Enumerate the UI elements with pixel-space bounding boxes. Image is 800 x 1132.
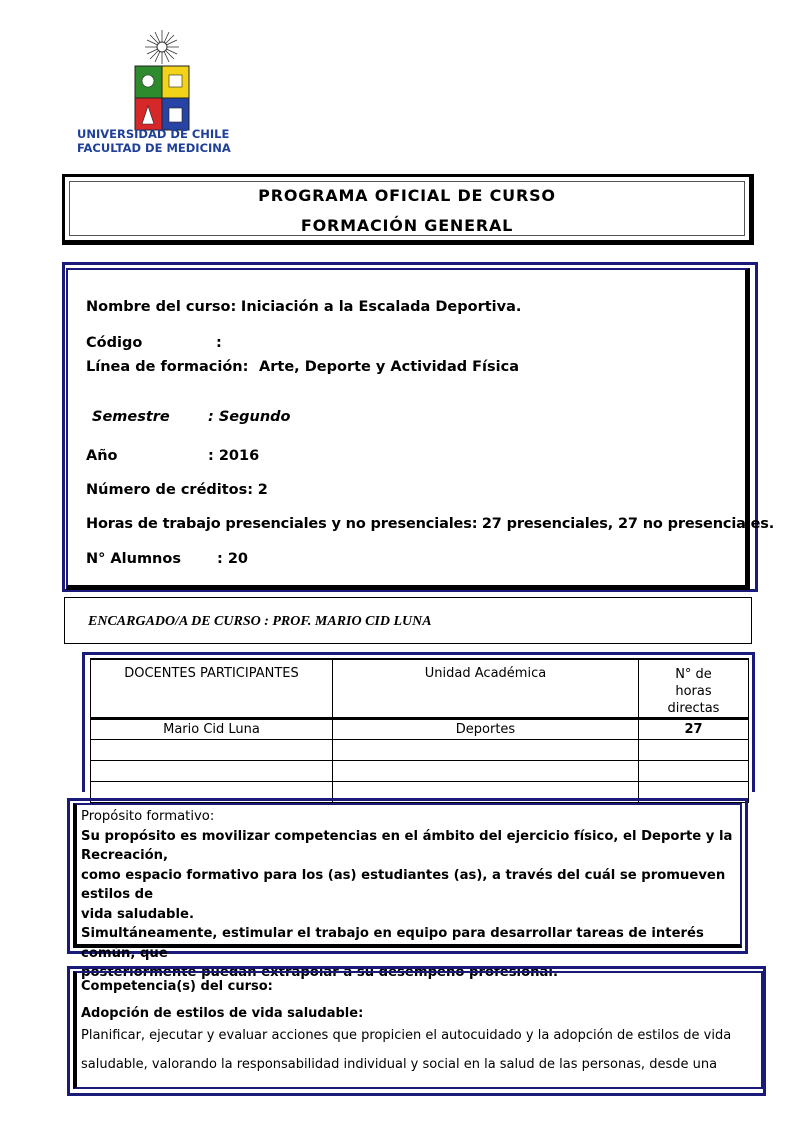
credits-value: 2 <box>257 482 268 498</box>
table-cell: Deportes <box>333 719 639 740</box>
table-cell <box>639 740 749 761</box>
course-name-field <box>86 299 521 315</box>
university-label: UNIVERSIDAD DE CHILE <box>77 127 230 141</box>
course-code-separator: : <box>216 335 222 351</box>
course-info-inner-frame <box>66 268 750 590</box>
table-cell <box>91 761 333 782</box>
course-code-sep <box>216 335 222 351</box>
course-line-field <box>86 359 519 375</box>
teachers-table <box>90 658 749 803</box>
table-cell: Mario Cid Luna <box>91 719 333 740</box>
year-label-field <box>86 448 118 464</box>
credits-label: Número de créditos: <box>86 482 254 498</box>
table-cell <box>333 761 639 782</box>
university-coat-of-arms-icon <box>134 28 190 132</box>
table-cell: 27 <box>639 719 749 740</box>
year-label: Año <box>86 448 118 464</box>
header-unit: Unidad Académica <box>333 659 639 719</box>
faculty-label: FACULTAD DE MEDICINA <box>77 141 231 155</box>
year-value: : 2016 <box>208 448 260 464</box>
semester-label: Semestre <box>92 409 170 425</box>
course-name-value: Iniciación a la Escalada Deportiva. <box>240 299 522 315</box>
course-line-label: Línea de formación: <box>86 359 249 375</box>
hours-label: Horas de trabajo presenciales y no presenciales: <box>86 516 478 532</box>
competencies-line: saludable, valorando la responsabilidad individual y social en la salud de las personas, desde una <box>81 1057 718 1072</box>
students-value-field <box>217 551 248 567</box>
semester-value: : Segundo <box>208 409 291 425</box>
purpose-line: vida saludable. <box>81 906 194 922</box>
credits-field <box>86 482 268 498</box>
header-teachers: DOCENTES PARTICIPANTES <box>91 659 333 719</box>
students-label: N° Alumnos <box>86 551 181 567</box>
program-title-box <box>62 174 754 245</box>
course-name-label: Nombre del curso: <box>86 299 237 315</box>
competencies-subtitle: Adopción de estilos de vida saludable: <box>81 1006 364 1021</box>
table-cell <box>91 740 333 761</box>
students-label-field <box>86 551 181 567</box>
purpose-title: Propósito formativo: <box>81 809 215 824</box>
semester-label-field <box>92 409 170 425</box>
table-cell <box>333 740 639 761</box>
students-value: : 20 <box>217 551 249 567</box>
course-line-value: Arte, Deporte y Actividad Física <box>259 359 520 375</box>
course-manager-box <box>64 597 752 644</box>
year-value-field <box>208 448 259 464</box>
purpose-line: posteriormente puedan extrapolar a su desempeño profesional. <box>81 965 558 980</box>
hours-field <box>86 516 774 532</box>
table-row <box>91 761 749 782</box>
purpose-line: como espacio formativo para los (as) estudiantes (as), a través del cuál se promueven estilos de <box>81 867 726 902</box>
course-code-field <box>86 335 142 351</box>
university-name <box>77 127 231 155</box>
page-subtitle: FORMACIÓN GENERAL <box>300 216 514 235</box>
course-code-label: Código <box>86 335 143 351</box>
table-cell <box>639 761 749 782</box>
semester-value-field <box>208 409 291 425</box>
competencies-line: Planificar, ejecutar y evaluar acciones que propicien el autocuidado y la adopción de estilos de vida <box>81 1028 732 1043</box>
competencies-title: Competencia(s) del curso: <box>81 979 273 994</box>
purpose-line: Su propósito es movilizar competencias en el ámbito del ejercicio físico, el Deporte y la Recreación, <box>81 828 733 863</box>
table-row <box>91 740 749 761</box>
purpose-section <box>81 807 741 983</box>
header-hours: N° de horas directas <box>639 659 749 719</box>
purpose-line: Simultáneamente, estimular el trabajo en equipo para desarrollar tareas de interés común, que <box>81 926 704 961</box>
course-manager-text: ENCARGADO/A DE CURSO : PROF. MARIO CID LUNA <box>88 614 432 629</box>
table-header-row <box>91 659 749 719</box>
table-row <box>91 719 749 740</box>
page-title: PROGRAMA OFICIAL DE CURSO <box>258 186 556 205</box>
hours-value: 27 presenciales, 27 no presenciales. <box>481 516 775 532</box>
